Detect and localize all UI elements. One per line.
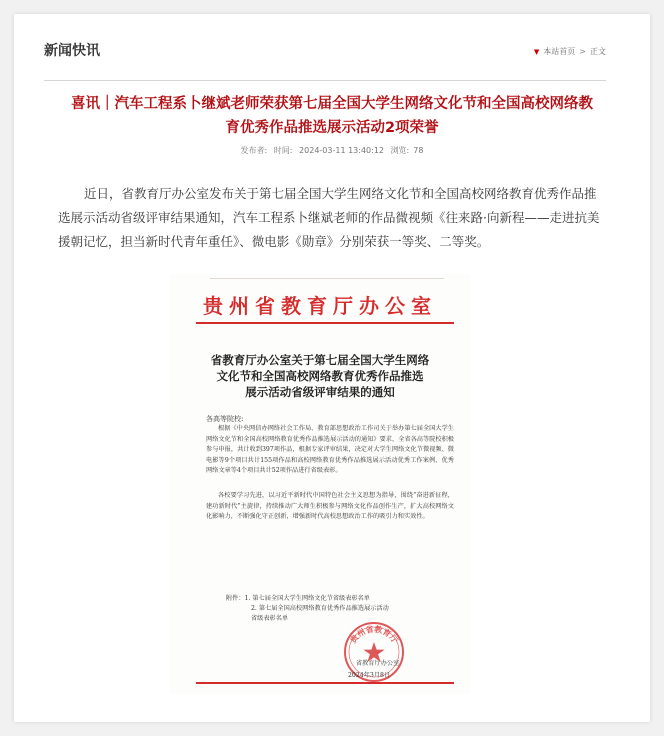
section-title: 新闻快讯 <box>44 43 100 59</box>
breadcrumb-current: 正文 <box>590 47 606 56</box>
document-title-line-1: 省教育厅办公室关于第七届全国大学生网络 <box>210 353 430 367</box>
document-salutation: 各高等院校: <box>206 415 244 423</box>
document-title-line-2: 文化节和全国高校网络教育优秀作品推选 <box>216 369 424 383</box>
document-title <box>200 352 440 400</box>
article-title-line-2: 育优秀作品推选展示活动2项荣誉 <box>225 120 439 136</box>
views-value: 78 <box>413 146 424 155</box>
article-title <box>54 92 610 140</box>
document-attachments <box>226 594 446 624</box>
breadcrumb-separator: > <box>579 47 586 56</box>
breadcrumb <box>534 46 606 57</box>
document-top-border <box>210 278 444 279</box>
time-value: 2024-03-11 13:40:12 <box>299 146 385 155</box>
attachment-2-cont: 省级表彰名单 <box>251 615 289 622</box>
breadcrumb-home-link[interactable]: 本站首页 <box>543 47 576 56</box>
attachment-2: 2. 第七届全国高校网络教育优秀作品推选展示活动 <box>251 605 389 612</box>
publisher-label: 发布者: <box>240 146 268 155</box>
document-bottom-rule <box>196 682 454 684</box>
time-label: 时间: <box>273 146 293 155</box>
location-marker-icon: ▼ <box>533 47 540 56</box>
attachment-1: 附件：1. 第七届全国大学生网络文化节省级表彰名单 <box>226 595 370 602</box>
article-meta <box>54 145 610 156</box>
section-header <box>44 36 606 81</box>
article-title-line-1: 喜讯｜汽车工程系卜继斌老师荣获第七届全国大学生网络文化节和全国高校网络教 <box>71 96 593 112</box>
document-signer: 省教育厅办公室 <box>356 660 400 667</box>
document-paragraph-1: 根据《中央网信办网络社会工作局、教育部思想政治工作司关于举办第七届全国大学生网络文化节和全国高校网络教育优秀作品推选展示活动的通知》要求，全省各高等院校积极参与申报，共计收到397项作品，根据专家评审结果，决定对大学生网络文化节微视频、微电影等9个项目共计155项作品和高校网络教育优秀作品推选展示活动优秀工作案例、优秀网络文章等4个项目共计52项作品进行省级表彰。 <box>206 425 454 475</box>
document-red-rule <box>196 322 454 324</box>
document-date: 2024年3月8日 <box>348 672 391 679</box>
article-body: 近日，省教育厅办公室发布关于第七届全国大学生网络文化节和全国高校网络教育优秀作品推选展示活动省级评审结果通知，汽车工程系卜继斌老师的作品微视频《往来路·向新程——走进抗美援朝记忆，担当新时代青年重任》、微电影《勋章》分别荣获一等奖、二等奖。 <box>58 186 600 249</box>
seal-text: 贵州省教育厅 <box>347 623 401 646</box>
document-paragraph-2: 各校要学习先进，以习近平新时代中国特色社会主义思想为指导，围绕“奋进新征程，建功新时代”主旋律，持续推动广大师生积极参与网络文化作品创作生产，扩大高校网络文化影响力，不断强化守正创新，增强新时代高校思想政治工作的吸引力和实效性。 <box>206 492 454 521</box>
views-label: 浏览: <box>390 146 410 155</box>
document-issuer: 贵州省教育厅办公室 <box>203 294 437 318</box>
document-title-line-3: 展示活动省级评审结果的通知 <box>245 385 395 399</box>
document-image <box>170 274 470 694</box>
